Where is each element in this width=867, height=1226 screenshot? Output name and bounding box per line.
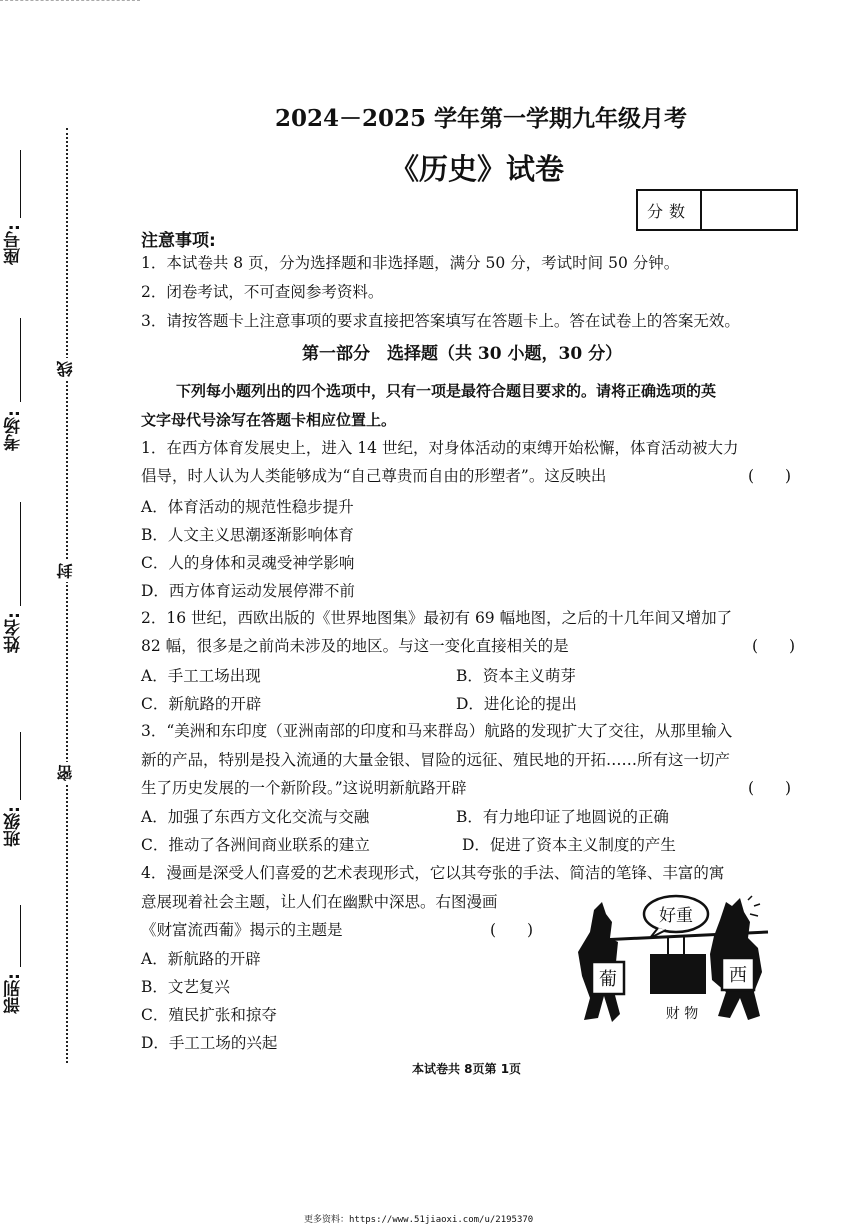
dept-field: [6, 905, 36, 1045]
question-1-answer-paren: ( ): [748, 467, 792, 485]
name-field: [6, 502, 36, 662]
question-3-stem: 生了历史发展的一个新阶段。”这说明新航路开辟: [141, 779, 467, 797]
question-3-answer-paren: ( ): [748, 779, 792, 797]
room-label: 考场:: [4, 410, 24, 451]
seat-label: 座号:: [4, 224, 24, 265]
question-4-stem: 意展现着社会主题，让人们在幽默中深思。右图漫画: [141, 893, 498, 911]
question-3-option: A．加强了东西方文化交流与交融: [141, 808, 370, 826]
binding-word-secret: 密: [54, 762, 78, 784]
room-field: [6, 318, 36, 458]
cartoon-cargo-label: 财 物: [665, 1006, 699, 1022]
question-3-stem: 3．“美洲和东印度（亚洲南部的印度和马来群岛）航路的发现扩大了交往，从那里输入: [141, 722, 733, 740]
question-3-stem: 新的产品，特别是投入流通的大量金银、冒险的远征、殖民地的开拓……所有这一切产: [141, 751, 731, 769]
exam-subtitle: 《历史》试卷: [390, 152, 565, 186]
class-field: [6, 732, 36, 852]
seat-field: [6, 150, 36, 270]
note-item: 3．请按答题卡上注意事项的要求直接把答案填写在答题卡上。答在试卷上的答案无效。: [141, 312, 740, 330]
question-4-stem: 《财富流西葡》揭示的主题是: [141, 921, 343, 939]
score-value-cell: [702, 191, 796, 229]
cartoon-bubble-text: 好重: [659, 906, 693, 926]
seat-blank-line: [20, 150, 21, 218]
question-1-option: D．西方体育运动发展停滞不前: [141, 582, 355, 600]
cartoon-wealth-flows: [572, 892, 770, 1030]
question-2-option: C．新航路的开辟: [141, 695, 262, 713]
question-3-option: C．推动了各洲间商业联系的建立: [141, 836, 370, 854]
question-1-option: B．人文主义思潮逐渐影响体育: [141, 526, 354, 544]
note-item: 1．本试卷共 8 页，分为选择题和非选择题，满分 50 分，考试时间 50 分钟。: [141, 254, 680, 272]
cartoon-right-sign: 西: [729, 965, 747, 986]
binding-word-seal: 封: [54, 560, 78, 582]
page-footer: 本试卷共 8页第 1页: [412, 1062, 522, 1076]
class-label: 班级:: [4, 806, 24, 847]
question-2-option: D．进化论的提出: [456, 695, 577, 713]
question-2-stem: 2．16 世纪，西欧出版的《世界地图集》最初有 69 幅地图，之后的十几年间又增加了: [141, 609, 733, 627]
question-4-option: D．手工工场的兴起: [141, 1034, 278, 1052]
question-1-stem: 1．在西方体育发展史上，进入 14 世纪，对身体活动的束缚开始松懈，体育活动被大力: [141, 439, 739, 457]
score-box: [636, 189, 798, 231]
dept-label: 部别:: [4, 973, 24, 1014]
room-blank-line: [20, 318, 21, 402]
question-2-option: B．资本主义萌芽: [456, 667, 576, 685]
binding-word-line: 线: [54, 358, 78, 380]
note-item: 2．闭卷考试，不可查阅参考资料。: [141, 283, 384, 301]
name-label: 姓名:: [4, 612, 24, 653]
question-2-option: A．手工工场出现: [141, 667, 261, 685]
cartoon-left-sign: 葡: [599, 969, 617, 990]
exam-title: 2024－2025 学年第一学期九年级月考: [275, 105, 688, 132]
question-2-stem: 82 幅，很多是之前尚未涉及的地区。与这一变化直接相关的是: [141, 637, 569, 655]
question-4-answer-paren: ( ): [490, 921, 534, 939]
question-3-option: D．促进了资本主义制度的产生: [462, 836, 676, 854]
class-blank-line: [20, 732, 21, 800]
dept-blank-line: [20, 905, 21, 967]
question-4-option: A．新航路的开辟: [141, 950, 261, 968]
question-1-option: C．人的身体和灵魂受神学影响: [141, 554, 355, 572]
section-instructions: 下列每小题列出的四个选项中，只有一项是最符合题目要求的。请将正确选项的英: [176, 382, 717, 400]
question-4-option: C．殖民扩张和掠夺: [141, 1006, 277, 1024]
section-instructions: 文字母代号涂写在答题卡相应位置上。: [141, 411, 397, 429]
score-label: 分数: [638, 191, 702, 229]
question-4-stem: 4．漫画是深受人们喜爱的艺术表现形式，它以其夸张的手法、简洁的笔锋、丰富的寓: [141, 864, 725, 882]
question-3-option: B．有力地印证了地圆说的正确: [456, 808, 669, 826]
binding-dotted-line: [66, 128, 68, 1063]
name-blank-line: [20, 502, 21, 606]
notes-title: 注意事项:: [141, 231, 216, 251]
question-1-option: A．体育活动的规范性稳步提升: [141, 498, 354, 516]
scan-edge-mark: [0, 0, 140, 1]
question-2-answer-paren: ( ): [752, 637, 796, 655]
question-4-option: B．文艺复兴: [141, 978, 230, 996]
section-title: 第一部分 选择题（共 30 小题，30 分）: [302, 344, 623, 364]
question-1-stem: 倡导，时人认为人类能够成为“自己尊贵而自由的形塑者”。这反映出: [141, 467, 607, 485]
source-watermark: 更多资料：https://www.51jiaoxi.com/u/2195370: [304, 1215, 534, 1225]
